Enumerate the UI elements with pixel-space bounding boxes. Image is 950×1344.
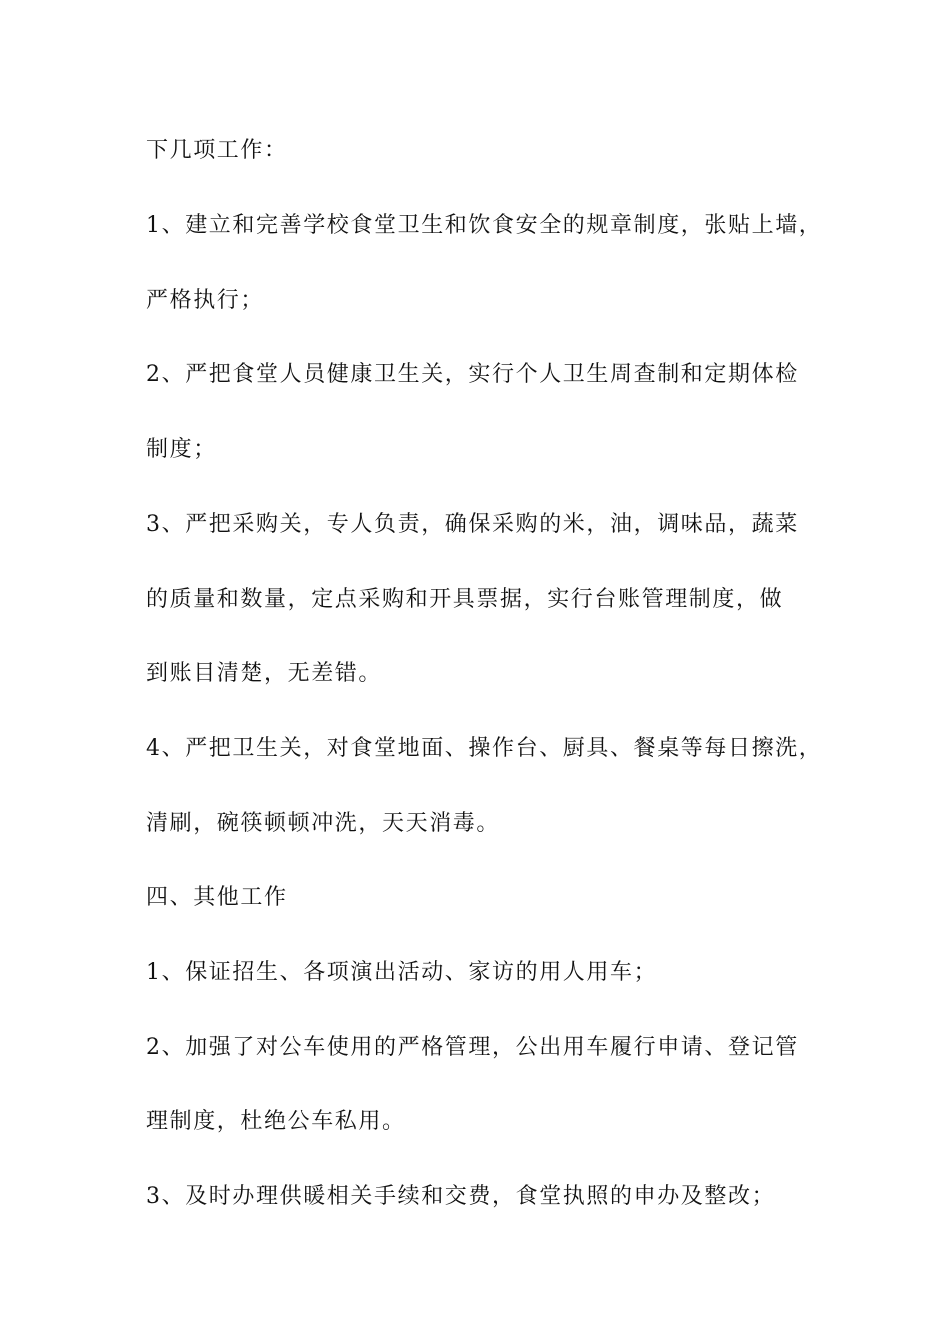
text-line-item-1-cont: 严格执行； — [146, 288, 265, 313]
text-line-item-1: 1、建立和完善学校食堂卫生和饮食安全的规章制度，张贴上墙， — [146, 213, 823, 238]
text-line-other-item-2: 2、加强了对公车使用的严格管理，公出用车履行申请、登记管 — [146, 1035, 799, 1060]
text-line-item-4-cont: 清刷，碗筷顿顿冲洗，天天消毒。 — [146, 811, 501, 836]
text-line-intro: 下几项工作： — [146, 138, 288, 163]
text-line-other-item-2-cont: 理制度，杜绝公车私用。 — [146, 1109, 406, 1134]
text-line-item-3-cont-1: 的质量和数量，定点采购和开具票据，实行台账管理制度，做 — [146, 587, 784, 612]
text-line-other-item-1: 1、保证招生、各项演出活动、家访的用人用车； — [146, 960, 658, 985]
text-line-item-4: 4、严把卫生关，对食堂地面、操作台、厨具、餐桌等每日擦洗， — [146, 736, 823, 761]
section-heading-other-work: 四、其他工作 — [146, 885, 288, 910]
text-line-item-3-cont-2: 到账目清楚，无差错。 — [146, 661, 383, 686]
text-line-item-3: 3、严把采购关，专人负责，确保采购的米，油，调味品，蔬菜 — [146, 512, 799, 537]
text-line-other-item-3: 3、及时办理供暖相关手续和交费，食堂执照的申办及整改； — [146, 1184, 776, 1209]
text-line-item-2-cont: 制度； — [146, 437, 217, 462]
text-line-item-2: 2、严把食堂人员健康卫生关，实行个人卫生周查制和定期体检 — [146, 362, 799, 387]
